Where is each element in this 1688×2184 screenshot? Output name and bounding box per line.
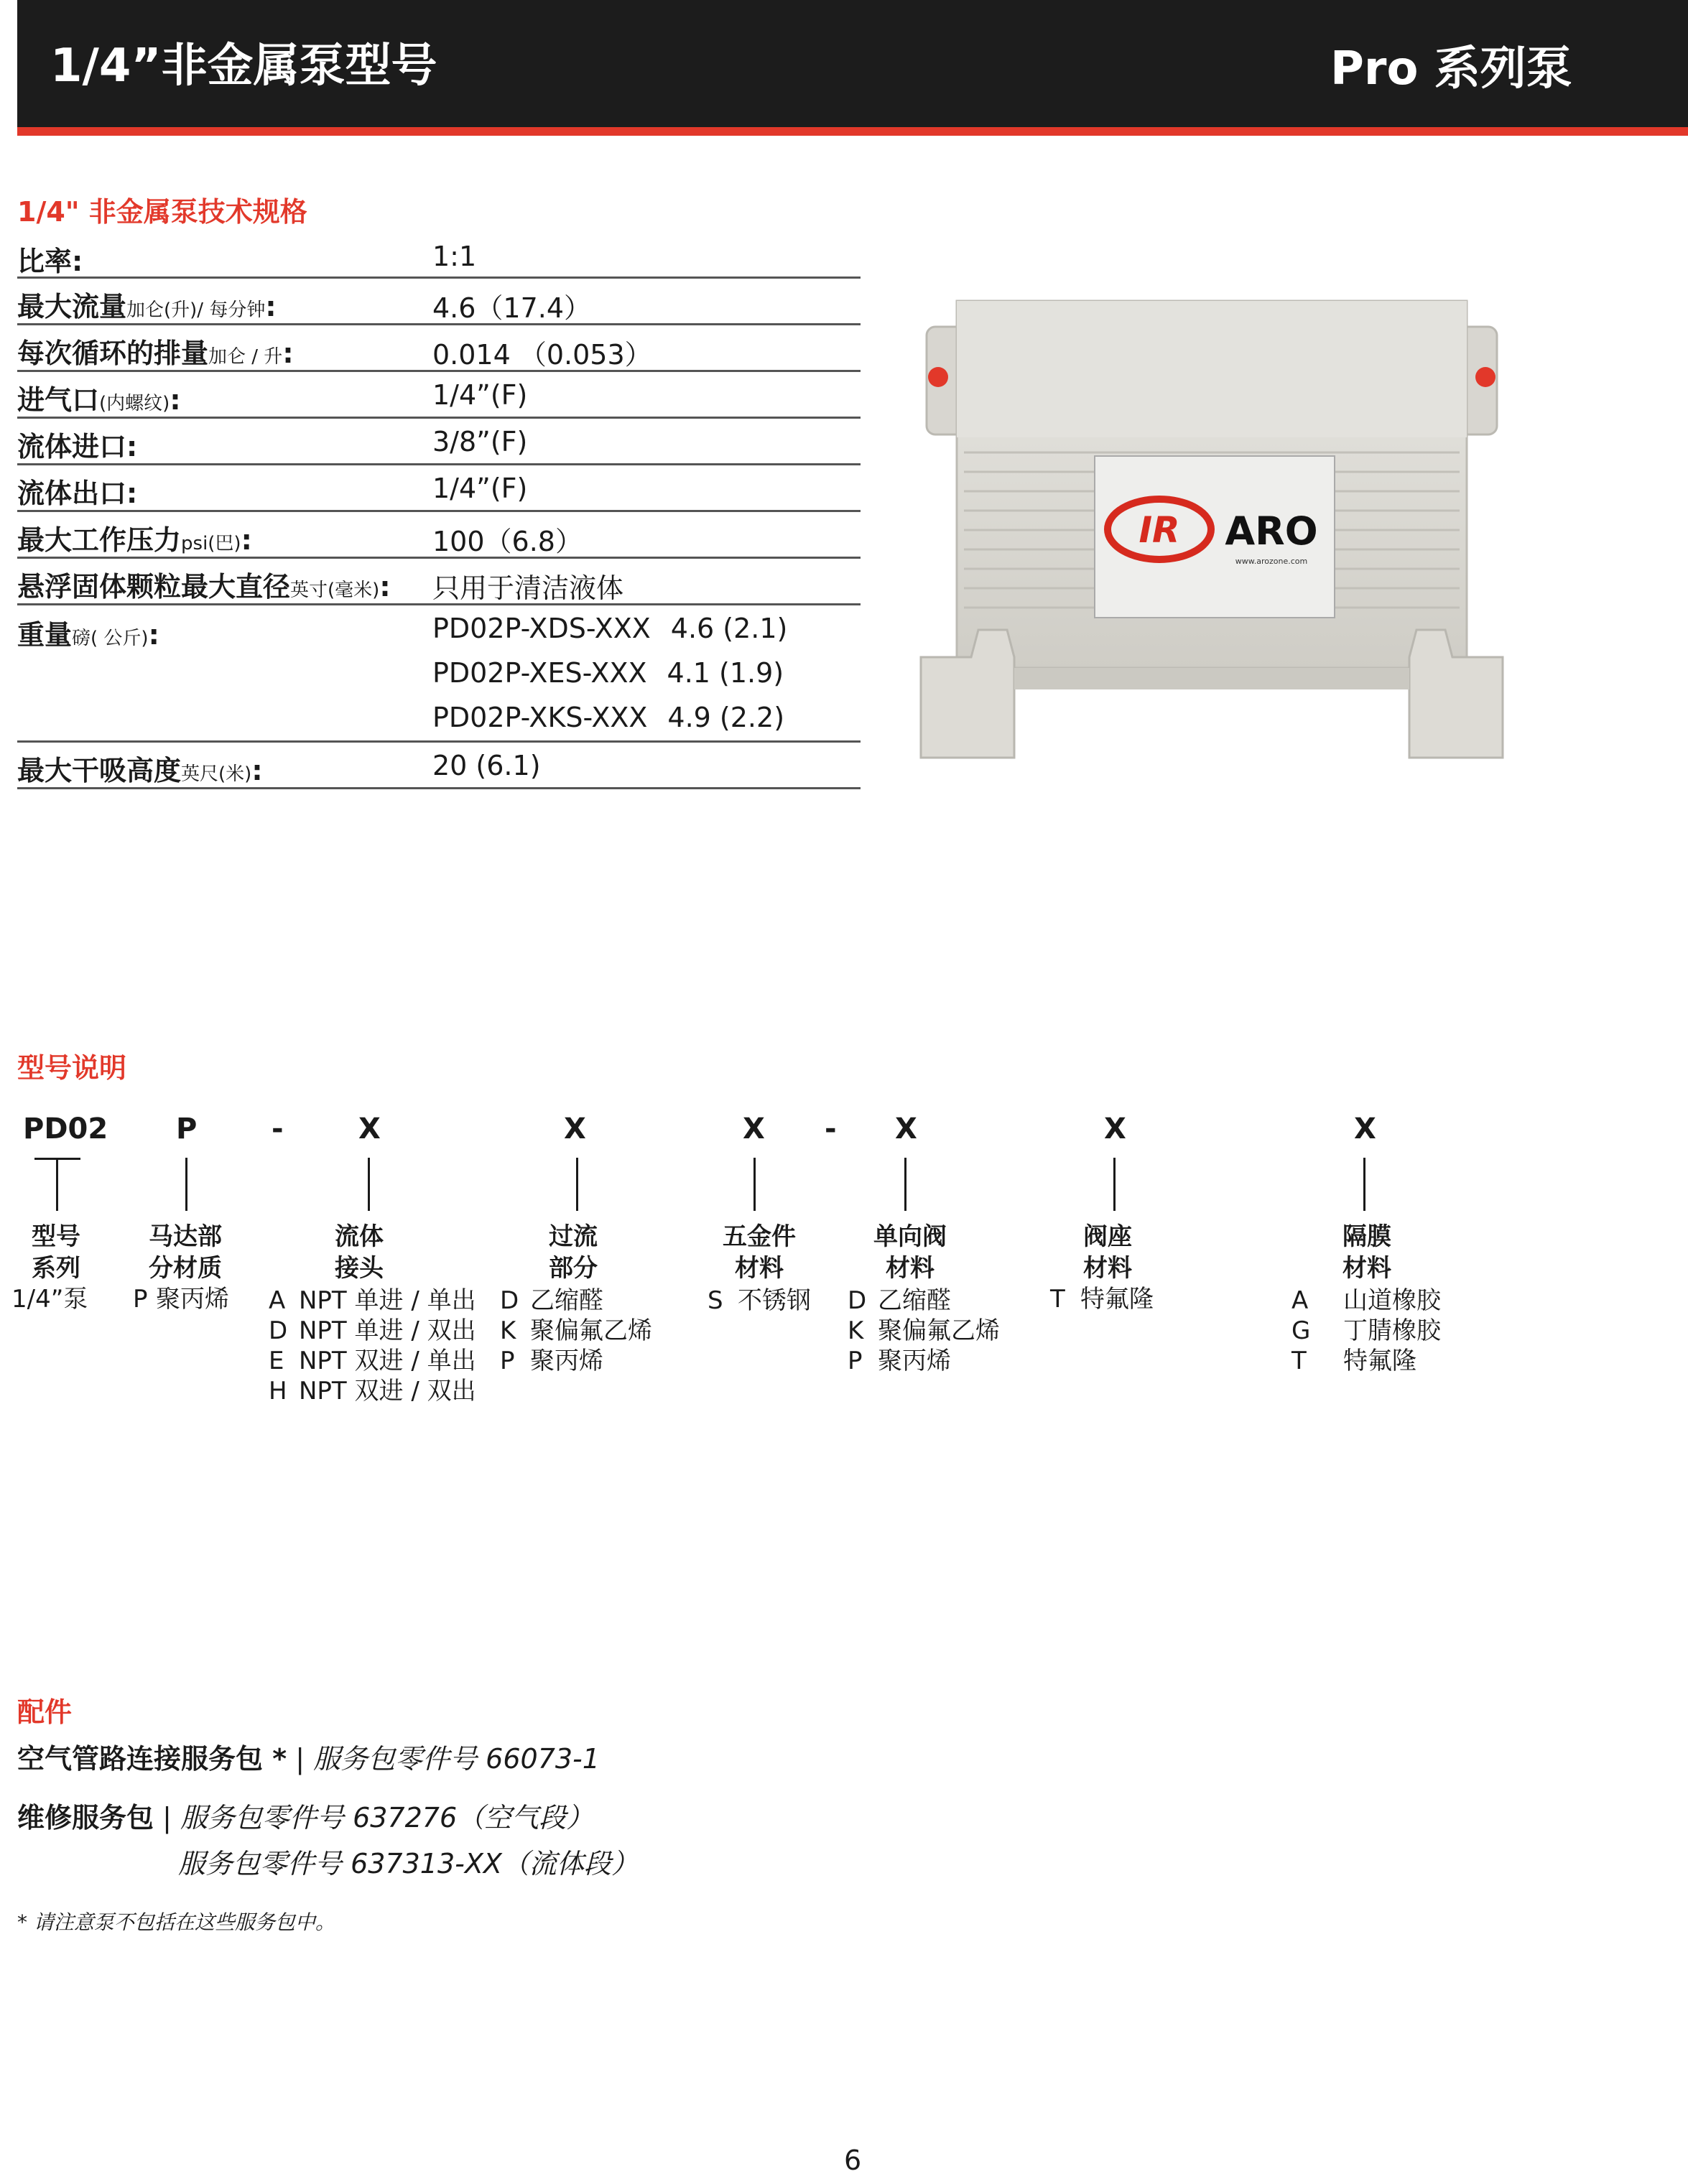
weight-item: PD02P-XDS-XXX 4.6 (2.1) [432,613,788,644]
weight-item: PD02P-XKS-XXX 4.9 (2.2) [432,702,785,733]
code-separator: - [272,1112,284,1146]
accessory-note: * 请注意泵不包括在这些服务包中。 [17,1910,335,1934]
spec-row [17,559,861,605]
pump-logo-url: www.arozone.com [1235,557,1308,566]
page-title: 1/4”非金属泵型号 [50,40,437,93]
option-list [133,1284,229,1314]
connector-line [185,1158,187,1211]
group-desc: 型号 系列 [32,1222,80,1283]
accessory-repair-kit-fluid: 服务包零件号 637313-XX（流体段） [178,1848,639,1879]
option-item: P 聚丙烯 [848,1347,951,1375]
group-desc: 马达部 分材质 [149,1222,222,1283]
spec-value: 20 (6.1) [432,750,541,781]
option-item: D 乙缩醛 [848,1286,951,1315]
spec-row [17,325,861,372]
accessory-air-kit: 空气管路连接服务包 * | 服务包零件号 66073-1 [17,1743,600,1775]
spec-label: 流体进口: [17,431,138,463]
option-list [11,1284,88,1314]
spec-label: 每次循环的排量加仑 / 升: [17,338,294,369]
spec-row [17,465,861,512]
connector-line [368,1158,370,1211]
code-part: X [1354,1112,1376,1146]
spec-row [17,743,861,789]
spec-label: 最大工作压力psi(巴): [17,524,252,556]
spec-label: 最大干吸高度英尺(米): [17,755,263,786]
spec-label: 最大流量加仑(升)/ 每分钟: [17,291,277,322]
spec-value: 1/4”(F) [432,473,528,504]
option-item: T 特氟隆 [1291,1347,1416,1375]
option-item: A NPT 单进 / 单出 [269,1286,476,1315]
spec-label: 悬浮固体颗粒最大直径英寸(毫米): [17,571,391,603]
spec-row-weight [17,605,861,743]
connector-line [904,1158,906,1211]
spec-row [17,233,861,279]
option-item: E NPT 双进 / 单出 [269,1347,476,1375]
code-part: PD02 [23,1112,108,1146]
code-separator: - [825,1112,837,1146]
spec-row [17,512,861,559]
group-desc: 流体 接头 [335,1222,384,1283]
accessory-repair-kit: 维修服务包 | 服务包零件号 637276（空气段） [17,1802,594,1834]
option-item: D NPT 单进 / 双出 [269,1316,476,1345]
spec-label: 比率: [17,246,83,277]
option-list [848,1286,1000,1376]
option-item: H NPT 双进 / 双出 [269,1377,476,1405]
spec-value: 0.014 （0.053） [432,339,652,371]
spec-value: 1/4”(F) [432,379,528,411]
accessories-title: 配件 [17,1696,73,1728]
option-item: P 聚丙烯 [133,1285,229,1314]
option-item: P 聚丙烯 [500,1347,603,1375]
code-part: X [1104,1112,1126,1146]
option-item: K 聚偏氟乙烯 [500,1316,652,1345]
option-list [708,1286,811,1316]
spec-value: 只用于清洁液体 [432,572,624,604]
connector-line [753,1158,756,1211]
option-list [1291,1286,1441,1376]
option-item: D 乙缩醛 [500,1286,603,1315]
group-desc: 单向阀 材料 [873,1222,947,1283]
spec-table [17,233,861,789]
spec-value: 100（6.8） [432,526,583,557]
pump-logo-aro: ARO [1225,508,1318,554]
connector-line [1363,1158,1365,1211]
connector-line [576,1158,578,1211]
group-desc: 阀座 材料 [1083,1222,1132,1283]
option-item: S 不锈钢 [708,1286,811,1315]
series-title: Pro 系列泵 [1330,42,1572,96]
option-list [269,1286,476,1406]
spec-value: 1:1 [432,241,477,272]
code-part: X [564,1112,586,1146]
option-item: A 山道橡胶 [1291,1286,1441,1315]
option-item: G 丁腈橡胶 [1291,1316,1441,1345]
code-part: X [358,1112,381,1146]
option-list [1050,1284,1154,1314]
option-list [500,1286,652,1376]
specs-title: 1/4" 非金属泵技术规格 [17,196,307,228]
spec-label: 重量磅( 公斤): [17,619,159,651]
code-part: P [176,1112,198,1146]
option-item: T 特氟隆 [1050,1285,1154,1314]
group-desc: 隔膜 材料 [1342,1222,1391,1283]
connector-line [56,1158,58,1211]
header-accent-line [17,127,1688,136]
option-item: K 聚偏氟乙烯 [848,1316,1000,1345]
spec-row [17,419,861,465]
group-desc: 五金件 材料 [723,1222,796,1283]
spec-value: 3/8”(F) [432,426,528,457]
spec-value: 4.6（17.4） [432,292,592,324]
pump-product-image [906,284,1517,772]
group-desc: 过流 部分 [549,1222,598,1283]
connector-line [1113,1158,1116,1211]
page-number: 6 [844,2144,862,2176]
spec-row [17,279,861,325]
model-title: 型号说明 [17,1052,127,1084]
pump-logo-ir: IR [1139,509,1180,551]
spec-row [17,372,861,419]
spec-label: 进气口(内螺纹): [17,384,181,416]
code-part: X [895,1112,917,1146]
connector-line [34,1158,80,1160]
code-part: X [743,1112,765,1146]
spec-label: 流体出口: [17,478,138,509]
weight-item: PD02P-XES-XXX 4.1 (1.9) [432,657,784,689]
option-item: 1/4”泵 [11,1285,88,1314]
